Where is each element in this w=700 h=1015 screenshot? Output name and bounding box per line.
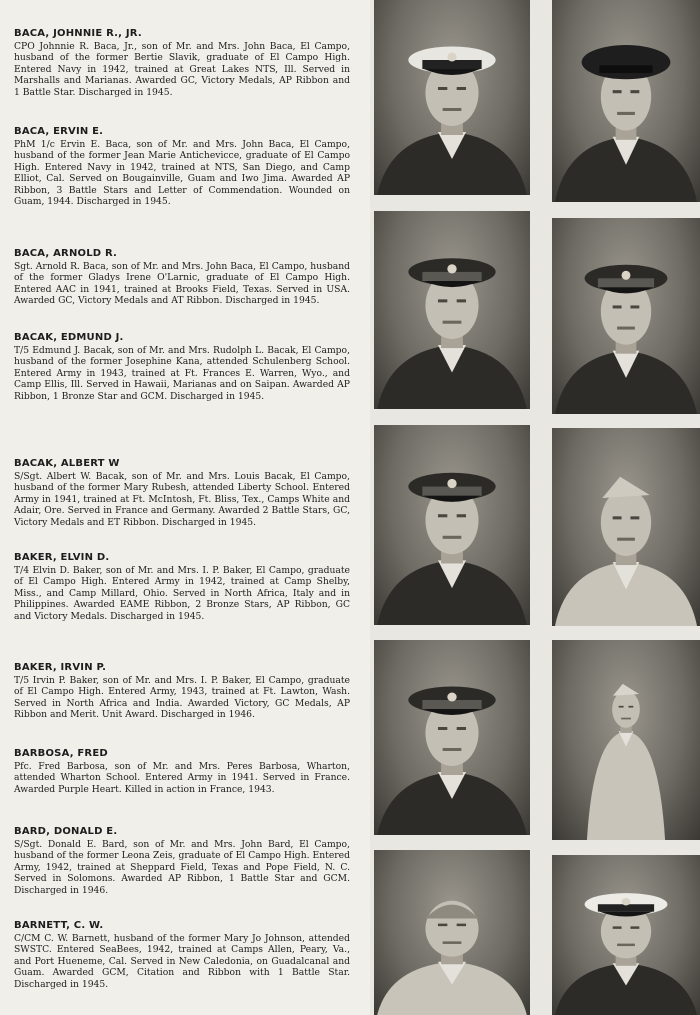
entry-name: BACA, ERVIN E. <box>14 126 104 137</box>
portrait-photo <box>374 211 530 409</box>
portrait-figure-icon <box>374 0 530 195</box>
entry-barbosa-fred <box>14 748 350 795</box>
entry-bio: T/5 Irvin P. Baker, son of Mr. and Mrs. I. P. Baker, El Campo, graduate of El Campo High. Entered Army, 1943, trained at Ft. Lawton, Wash. Served in North Africa and India. Awarded Victory, GC Medals, AP Ribbon and Merit. Unit Award. Discharged in 1946. <box>14 675 350 721</box>
entry-baker-irvin <box>14 662 350 721</box>
portrait-figure-icon <box>552 640 700 840</box>
portrait-figure-icon <box>552 0 700 202</box>
entry-bio: PhM 1/c Ervin E. Baca, son of Mr. and Mrs. John Baca, El Campo, husband of the former Jean Marie Antichevicce, graduate of El Campo High. Entered Navy in 1942, trained at NTS, San Diego, and Camp Elliot, Cal. Served on Bougainville, Guam and Iwo Jima. Awarded AP Ribbon, 3 Battle Stars and Letter of Commendation. Wounded on Guam, 1944. Discharged in 1945. <box>14 139 350 208</box>
portrait-photo <box>552 428 700 626</box>
portrait-photo <box>552 0 700 202</box>
portrait-photo <box>374 425 530 625</box>
portrait-photo <box>374 640 530 835</box>
entry-bard-donald <box>14 826 350 896</box>
entry-name: BACA, JOHNNIE R., JR. <box>14 28 142 39</box>
entry-bio: Pfc. Fred Barbosa, son of Mr. and Mrs. Peres Barbosa, Wharton, attended Wharton School. Entered Army in 1941. Served in France. Awarded Purple Heart. Killed in action in France, 1943. <box>14 761 350 795</box>
portrait-figure-icon <box>374 211 530 409</box>
portrait-figure-icon <box>374 425 530 625</box>
portrait-figure-icon <box>552 855 700 1015</box>
entry-name: BACA, ARNOLD R. <box>14 248 118 259</box>
entry-name: BARNETT, C. W. <box>14 920 104 931</box>
portrait-photo <box>552 640 700 840</box>
entry-bio: S/Sgt. Donald E. Bard, son of Mr. and Mrs. John Bard, El Campo, husband of the former Leona Zeis, graduate of El Campo High. Entered Army, 1942, trained at Sheppard Field, Texas and Pope Field, N. C. Served in Solomons. Awarded AP Ribbon, 1 Battle Star and GCM. Discharged in 1946. <box>14 839 350 896</box>
entry-baca-arnold <box>14 248 350 307</box>
portrait-grid <box>370 0 700 1015</box>
portrait-figure-icon <box>374 640 530 835</box>
entry-bio: T/5 Edmund J. Bacak, son of Mr. and Mrs. Rudolph L. Bacak, El Campo, husband of the former Josephine Kana, attended Schulenberg School. Entered Army in 1943, trained at Ft. Frances E. Warren, Wyo., and Camp Ellis, Ill. Served in Hawaii, Marianas and on Saipan. Awarded AP Ribbon, 1 Bronze Star and GCM. Discharged in 1945. <box>14 345 350 402</box>
entry-bacak-edmund <box>14 332 350 402</box>
entry-name: BAKER, ELVIN D. <box>14 552 110 563</box>
entry-barnett-cw <box>14 920 350 990</box>
entry-bio: T/4 Elvin D. Baker, son of Mr. and Mrs. I. P. Baker, El Campo, graduate of El Campo High. Entered Army in 1942, trained at Camp Shelby, Miss., and Camp Millard, Ohio. Served in North Africa, Italy and in Philippines. Awarded EAME Ribbon, 2 Bronze Stars, AP Ribbon, GC and Victory Medals. Discharged in 1945. <box>14 565 350 622</box>
entry-bio: Sgt. Arnold R. Baca, son of Mr. and Mrs. John Baca, El Campo, husband of the former Gladys Irene O'Larnic, graduate of El Campo High. Entered AAC in 1941, trained at Brooks Field, Texas. Served in USA. Awarded GC, Victory Medals and AT Ribbon. Discharged in 1945. <box>14 261 350 307</box>
entry-bio: C/CM C. W. Barnett, husband of the former Mary Jo Johnson, attended SWSTC. Entered SeaBees, 1942, trained at Camps Allen, Peary, Va., and Port Hueneme, Cal. Served in New Caledonia, on Guadalcanal and Guam. Awarded GCM, Citation and Ribbon with 1 Battle Star. Discharged in 1945. <box>14 933 350 990</box>
entry-name: BAKER, IRVIN P. <box>14 662 107 673</box>
portrait-photo <box>374 850 530 1015</box>
entry-baca-johnnie <box>14 28 350 98</box>
entry-name: BACAK, EDMUND J. <box>14 332 124 343</box>
portrait-photo <box>552 218 700 414</box>
portrait-photo <box>552 855 700 1015</box>
entry-bio: CPO Johnnie R. Baca, Jr., son of Mr. and Mrs. John Baca, El Campo, husband of the former Bertie Slavik, graduate of El Campo High. Entered Navy in 1942, trained at Great Lakes NTS, Ill. Served in Marshalls and Marianas. Awarded GC, Victory Medals, AP Ribbon and 1 Battle Star. Discharged in 1945. <box>14 41 350 98</box>
entry-bio: S/Sgt. Albert W. Bacak, son of Mr. and Mrs. Louis Bacak, El Campo, husband of the former Mary Rubesh, attended Liberty School. Entered Army in 1941, trained at Ft. McIntosh, Ft. Bliss, Tex., Camps White and Adair, Ore. Served in France and Germany. Awarded 2 Battle Stars, GC, Victory Medals and ET Ribbon. Discharged in 1945. <box>14 471 350 528</box>
portrait-figure-icon <box>374 850 530 1015</box>
entry-baker-elvin <box>14 552 350 622</box>
entry-name: BACAK, ALBERT W <box>14 458 120 469</box>
entry-name: BARD, DONALD E. <box>14 826 118 837</box>
entry-baca-ervin <box>14 126 350 207</box>
portrait-photo <box>374 0 530 195</box>
entry-bacak-albert <box>14 458 350 528</box>
entry-name: BARBOSA, FRED <box>14 748 108 759</box>
portrait-figure-icon <box>552 428 700 626</box>
portrait-figure-icon <box>552 218 700 414</box>
